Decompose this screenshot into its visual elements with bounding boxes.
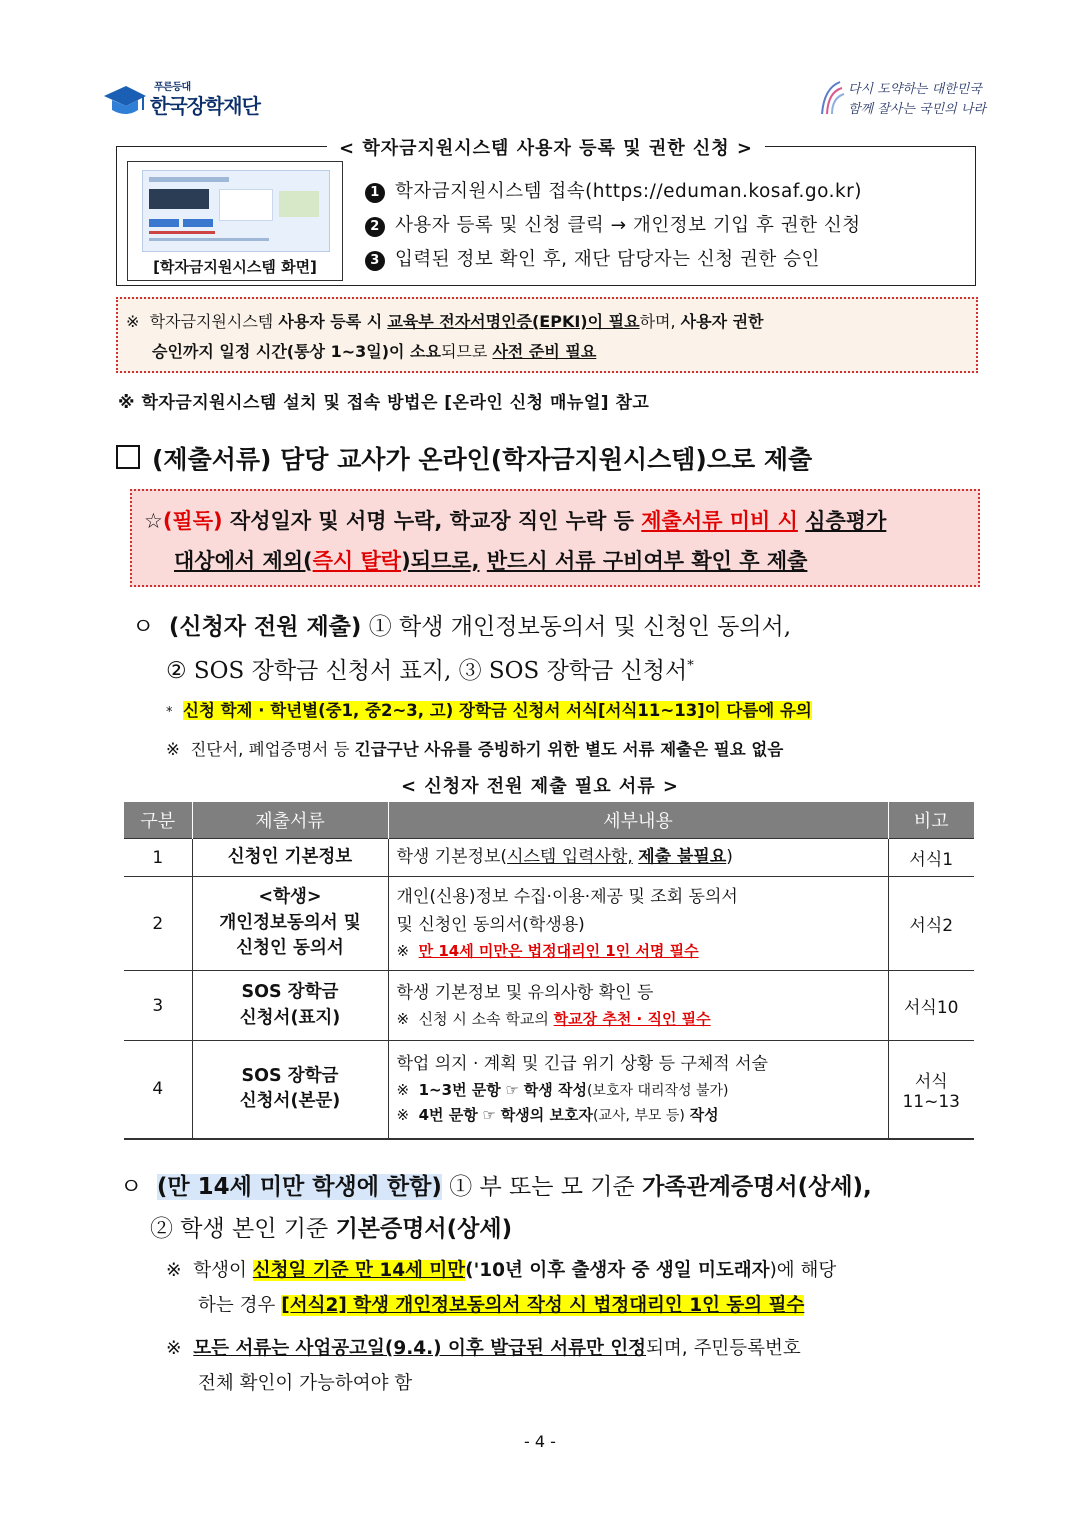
form-reference: 서식 11~13 [888,1041,974,1139]
alert-line-2: 대상에서 제외(즉시 탈락)되므로, 반드시 서류 구비여부 확인 후 제출 [174,549,808,573]
registration-title: < 학자금지원시스템 사용자 등록 및 권한 신청 > [327,138,765,159]
document-detail: 개인(신용)정보 수집·이용·제공 및 조회 동의서 및 신청인 동의서(학생용) ※ 만 14세 미만은 법정대리인 1인 서명 필수 [388,877,888,971]
star-icon: ☆ [144,509,163,533]
form-reference: 서식1 [888,839,974,877]
section-heading [116,440,812,476]
registration-step-3 [365,245,820,271]
form-reference: 서식2 [888,877,974,971]
logo-subtitle: 푸른등대 [154,82,191,93]
row-number: 4 [124,1041,192,1139]
step-number: 2 [365,217,385,237]
under14-line-2: ② 학생 본인 기준 기본증명서(상세) [150,1216,513,1242]
alert-line-1: ☆(필독) 작성일자 및 서명 누락, 학교장 직인 누락 등 제출서류 미비 시 심층평가 [144,509,887,533]
system-screenshot-panel [127,161,343,281]
under14-line-1: ㅇ (만 14세 미만 학생에 한함) ① 부 또는 모 기준 가족관계증명서(상세), [120,1174,872,1200]
document-name: SOS 장학금 신청서(본문) [192,1041,388,1139]
under14-note-line-1: ※ 학생이 신청일 기준 만 14세 미만('10년 이후 출생자 중 생일 미도래자)에 해당 [166,1260,837,1281]
system-screenshot-image [142,170,330,252]
form-variant-note: * 신청 학제 · 학년별(중1, 중2~3, 고) 장학금 신청서 서식[서식11~13]이 다름에 유의 [166,701,812,720]
table-row [124,839,974,877]
step-text: 학자금지원시스템 접속(https://eduman.kosaf.go.kr) [395,181,862,202]
document-detail: 학생 기본정보 및 유의사항 확인 등 ※ 신청 시 소속 학교의 학교장 추천 · 직인 필수 [388,971,888,1041]
all-applicants-line-2: ② SOS 장학금 신청서 표지, ③ SOS 장학금 신청서* [166,658,694,684]
required-documents-title: < 신청자 전원 제출 필요 서류 > [400,776,680,797]
install-manual-note: ※ 학자금지원시스템 설치 및 접속 방법은 [온라인 신청 매뉴얼] 참고 [118,393,650,413]
slogan-line-2: 함께 잘사는 국민의 나라 [848,102,986,117]
column-header: 제출서류 [192,802,388,839]
table-row [124,877,974,971]
page-number: - 4 - [524,1432,556,1451]
table-header-row [124,802,974,839]
epki-warning-box [116,297,978,373]
required-documents-table [124,802,974,1140]
column-header: 비고 [888,802,974,839]
form-reference: 서식10 [888,971,974,1041]
document-validity-note-line-1: ※ 모든 서류는 사업공고일(9.4.) 이후 발급된 서류만 인정되며, 주민등록번호 [166,1338,801,1359]
logo-title: 한국장학재단 [150,94,260,118]
step-text: 입력된 정보 확인 후, 재단 담당자는 신청 권한 승인 [395,249,820,270]
document-name: SOS 장학금 신청서(표지) [192,971,388,1041]
emergency-proof-note: ※ 진단서, 폐업증명서 등 긴급구난 사유를 증빙하기 위한 별도 서류 제출은 필요 없음 [166,740,784,759]
epki-warning-line-1: ※ 학자금지원시스템 사용자 등록 시 교육부 전자서명인증(EPKI)이 필요하며, 사용자 권한 [126,312,764,331]
graduation-cap-icon [102,84,148,118]
checkbox-square-icon [116,445,140,469]
under14-note-line-2: 하는 경우 [서식2] 학생 개인정보동의서 작성 시 법정대리인 1인 동의 필수 [198,1295,805,1316]
kosaf-logo [102,78,262,122]
screenshot-caption: [학자금지원시스템 화면] [153,258,317,276]
document-name: <학생> 개인정보동의서 및 신청인 동의서 [192,877,388,971]
column-header: 구분 [124,802,192,839]
document-detail: 학업 의지 · 계획 및 긴급 위기 상황 등 구체적 서술 ※ 1~3번 문항 ☞ 학생 작성(보호자 대리작성 불가) ※ 4번 문항 ☞ 학생의 보호자(교사, 부모 등) 작성 [388,1041,888,1139]
column-header: 세부내용 [388,802,888,839]
slogan-line-1: 다시 도약하는 대한민국 [848,82,982,97]
registration-box [116,138,976,286]
row-number: 1 [124,839,192,877]
row-number: 3 [124,971,192,1041]
registration-step-2 [365,211,861,237]
slogan-emblem-icon [818,78,846,118]
document-name: 신청인 기본정보 [192,839,388,877]
missing-documents-alert [130,489,980,587]
all-applicants-line-1: ㅇ (신청자 전원 제출) ① 학생 개인정보동의서 및 신청인 동의서, [132,614,792,640]
section-heading-text: (제출서류) 담당 교사가 온라인(학자금지원시스템)으로 제출 [152,445,813,474]
epki-warning-line-2: 승인까지 일정 시간(통상 1~3일)이 소요되므로 사전 준비 필요 [152,342,597,361]
step-number: 1 [365,183,385,203]
table-row [124,971,974,1041]
government-slogan [818,72,986,122]
row-number: 2 [124,877,192,971]
step-number: 3 [365,251,385,271]
document-validity-note-line-2: 전체 확인이 가능하여야 함 [198,1373,413,1394]
document-detail: 학생 기본정보(시스템 입력사항, 제출 불필요) [388,839,888,877]
table-row [124,1041,974,1139]
registration-step-1 [365,177,862,203]
step-text: 사용자 등록 및 신청 클릭 → 개인정보 기입 후 권한 신청 [395,215,861,236]
